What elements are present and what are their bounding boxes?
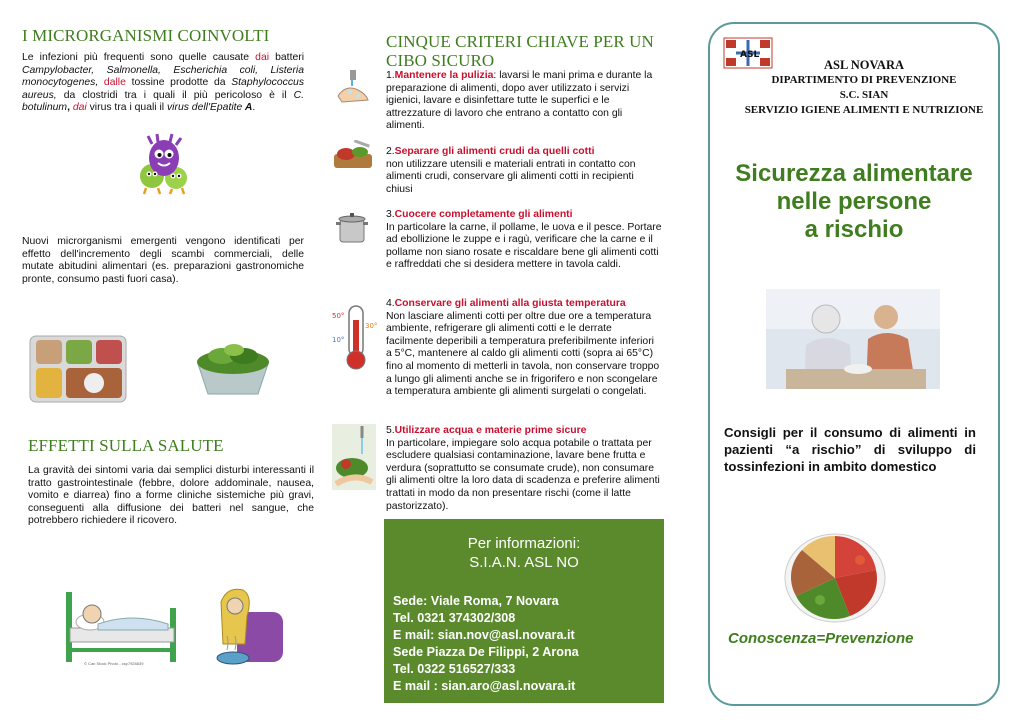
text-run: . (252, 102, 256, 114)
criterio-number: 2. (386, 146, 395, 157)
info-box (384, 519, 664, 703)
effetti-title: EFFETTI SULLA SALUTE (28, 436, 224, 455)
effetti-paragraph: La gravità dei sintomi varia dai semplici disturbi interessanti il tratto gastrointestinale (febbre, dolore addominale, nausea, vomito e diarrea) fino a forme cliniche sistemiche più gravi, conseguenti alla diffusione dei batteri nel sangue, che potrebbero richiedere il ricovero. (28, 465, 314, 527)
criteri-title: CINQUE CRITERI CHIAVE PER UN CIBO SICURO (386, 32, 654, 70)
criterio-body: non utilizzare utensili e materiali entrati in contatto con alimenti crudi, conservare gli alimenti cotti in recipienti chiusi (386, 158, 636, 195)
cover-title-line-1: Sicurezza alimentare (735, 160, 973, 187)
contact-lines (393, 593, 579, 695)
microrganismi-title: I MICRORGANISMI COINVOLTI (22, 26, 270, 45)
cover-title-line-2: nelle persone (776, 188, 932, 215)
criterio-heading: Conservare gli alimenti alla giusta temperatura (394, 298, 626, 309)
text-run: da clostridi tra i quali il più pericoloso è il (56, 89, 294, 101)
criterio-number: 4. (386, 298, 395, 309)
criterio-number: 3. (386, 209, 395, 220)
text-run: batteri (269, 52, 304, 63)
phone-arona: Tel. 0322 516527/333 (393, 662, 516, 676)
criterio-4 (386, 298, 662, 399)
asl-name: ASL NOVARA (824, 58, 904, 72)
criterio-separator: : (493, 70, 500, 81)
criterio-5 (386, 425, 662, 513)
cooking-pot-icon (332, 210, 372, 246)
hand-washing-icon (332, 68, 372, 106)
bacteria-species: Campylobacter, Salmonella, Escherichia coli, Listeria monocytogenes, (22, 64, 304, 89)
asl-header (738, 58, 990, 118)
criterio-heading: Separare gli alimenti crudi da quelli cotti (394, 146, 595, 157)
motto: Conoscenza=Prevenzione (728, 630, 914, 647)
meal-tray-image (28, 332, 128, 404)
cutting-board-icon (332, 140, 374, 174)
department: DIPARTIMENTO DI PREVENZIONE (771, 74, 957, 86)
cover-panel (708, 0, 1000, 724)
cover-title-line-3: a rischio (804, 216, 904, 243)
highlight-dalle: dalle (98, 77, 126, 89)
criterio-number: 5. (386, 425, 395, 436)
sick-person-image (207, 582, 287, 670)
elderly-people-photo (766, 289, 940, 389)
criterio-body: In particolare la carne, il pollame, le uova e il pesce. Portare ad ebollizione le zuppe e i ragù, verificare che la carne e il pollame non siano rosate e riscaldare bene gli alimenti cotti e raffreddati che si desidera mettere in tavola caldi. (386, 221, 662, 271)
criterio-body: Non lasciare alimenti cotti per oltre due ore a temperatura ambiente, refrigerare gli alimenti cotti e le derrate facilmente deperibili a temperatura preferibilmente inferiori a 5°C, mantenere al caldo gli alimenti cotti (sopra ai 65°C) fino al momento di metterli in tavola, non conservare troppo a lungo gli alimenti anche se in frigorifero e non scongelare a temperatura ambiente gli alimenti surgelati o congelati. (386, 310, 660, 398)
thermo-label-30: 30° (365, 322, 378, 330)
cover-title (708, 160, 1000, 244)
salad-bowl-image (192, 334, 274, 400)
food-plate-image (780, 520, 890, 626)
criterio-3 (386, 209, 662, 272)
info-title-line-2: S.I.A.N. ASL NO (469, 554, 579, 571)
staph-species: Staphylococcus aureus, (22, 77, 305, 101)
email-arona[interactable]: E mail : sian.aro@asl.novara.it (393, 679, 576, 693)
thermo-label-50: 50° (332, 312, 345, 320)
criterio-heading: Cuocere completamente gli alimenti (394, 209, 573, 220)
text-run: tossine prodotte da (125, 77, 232, 89)
sc-sian: S.C. SIAN (839, 89, 889, 101)
image-credit: © Can Stock Photo - csp7928839 (84, 661, 144, 666)
criterio-1 (386, 70, 662, 133)
thermo-label-10: 10° (332, 336, 345, 344)
info-title (384, 534, 664, 572)
address-arona: Sede Piazza De Filippi, 2 Arona (393, 645, 579, 659)
emergenti-paragraph: Nuovi microrganismi emergenti vengono identificati per effetto dell'incremento degli scambi commerciali, delle mutate abitudini alimentari (es. preparazioni gastronomiche pronte, consumo pasti fuori casa). (22, 236, 304, 285)
thermometer-icon (332, 302, 380, 372)
text-run: Le infezioni più frequenti sono quelle causate (22, 52, 256, 63)
highlight-dai: dai (255, 52, 270, 63)
criterio-number: 1. (386, 70, 395, 81)
microrganismi-paragraph (22, 52, 304, 115)
address-novara: Sede: Viale Roma, 7 Novara (393, 594, 559, 608)
virus-name: virus dell'Epatite (166, 102, 243, 114)
service-name: SERVIZIO IGIENE ALIMENTI E NUTRIZIONE (744, 104, 984, 116)
text-run: virus tra i quali il (86, 102, 167, 114)
criterio-heading: Utilizzare acqua e materie prime sicure (394, 425, 587, 436)
criterio-body: lavarsi le mani prima e durante la preparazione di alimenti, dopo aver utilizzato i servizi igienici, lavare e disinfettare tutte le superfici e le attrezzature di lavoro che entrano a contatto con gli alimenti. (386, 70, 653, 132)
left-panel (22, 0, 314, 724)
phone-novara: Tel. 0321 374302/308 (393, 611, 516, 625)
info-title-line-1: Per informazioni: (467, 535, 581, 552)
criterio-body: In particolare, impiegare solo acqua potabile o trattata per escludere qualsiasi contaminazione, lavare bene frutta e verdura (soprattutto se consumate crude), non consumare gli alimenti oltre la loro data di scadenza e preferire alimenti trattati in modo da non presentare rischi (come il latte pastorizzato). (386, 437, 660, 512)
criterio-2 (386, 146, 662, 196)
virus-letter: A (242, 102, 253, 114)
consigli-text: Consigli per il consumo di alimenti in pazienti “a rischio” di sviluppo di tossinfezioni in ambito domestico (724, 425, 976, 474)
text-run: , (67, 102, 70, 114)
germ-cartoon-image (132, 132, 196, 196)
highlight-dai-2: dai (69, 102, 87, 114)
middle-panel (330, 0, 660, 724)
email-novara[interactable]: E mail: sian.nov@asl.novara.it (393, 628, 575, 642)
botulinum-species: C. botulinum (22, 89, 304, 114)
criterio-heading: Mantenere la pulizia (394, 70, 494, 81)
hospital-bed-image (62, 578, 180, 670)
washing-vegetables-icon (332, 424, 376, 490)
logo-text: ASL (740, 50, 760, 60)
